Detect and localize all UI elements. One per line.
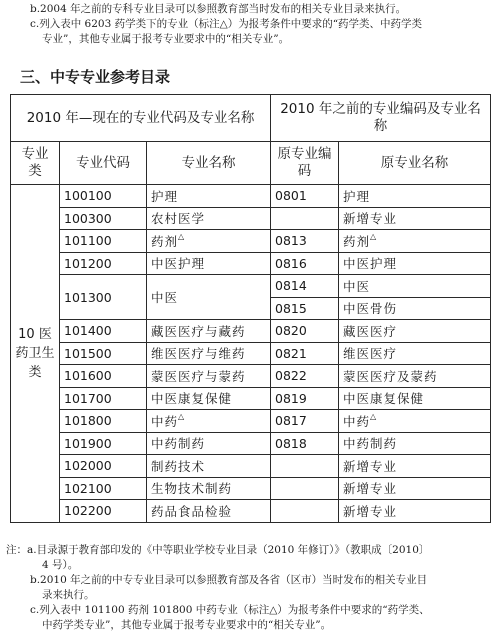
old-name-cell: 中医康复保健 bbox=[339, 387, 491, 410]
old-name-cell: 新增专业 bbox=[339, 207, 491, 230]
old-name-cell: 新增专业 bbox=[339, 477, 491, 500]
code-cell: 100300 bbox=[60, 207, 147, 230]
old-name-cell: 藏医医疗 bbox=[339, 320, 491, 343]
col-old-name: 原专业名称 bbox=[339, 142, 491, 185]
code-cell: 100100 bbox=[60, 185, 147, 208]
note-a-line1: 注：a.目录源于教育部印发的《中等职业学校专业目录（2010 年修订）》（教职成〔2010〕 bbox=[6, 544, 430, 556]
old-name-cell: 新增专业 bbox=[339, 455, 491, 478]
table-row bbox=[11, 432, 491, 455]
table-row bbox=[11, 410, 491, 433]
name-cell: 蒙医医疗与蒙药 bbox=[147, 365, 271, 388]
code-cell: 101400 bbox=[60, 320, 147, 343]
table-subheader-row bbox=[11, 142, 491, 185]
triangle-mark: △ bbox=[178, 231, 186, 241]
note-b-line2: 录来执行。 bbox=[42, 589, 95, 601]
triangle-mark: △ bbox=[178, 411, 186, 421]
major-catalog-table bbox=[10, 94, 491, 523]
old-name-cell: 中药制药 bbox=[339, 432, 491, 455]
name-cell: 中医护理 bbox=[147, 252, 271, 275]
old-code-cell: 0801 bbox=[271, 185, 339, 208]
old-code-cell bbox=[271, 500, 339, 523]
name-cell: 农村医学 bbox=[147, 207, 271, 230]
top-notes bbox=[6, 2, 494, 47]
old-code-cell bbox=[271, 455, 339, 478]
name-cell: 药剂△ bbox=[147, 230, 271, 253]
old-code-cell bbox=[271, 207, 339, 230]
old-code-cell bbox=[271, 477, 339, 500]
col-category: 专业类 bbox=[11, 142, 60, 185]
table-row bbox=[11, 365, 491, 388]
code-cell: 101200 bbox=[60, 252, 147, 275]
header-current: 2010 年—现在的专业代码及专业名称 bbox=[11, 95, 271, 142]
old-name-cell: 维医医疗 bbox=[339, 342, 491, 365]
old-code-cell: 0821 bbox=[271, 342, 339, 365]
old-code-cell: 0820 bbox=[271, 320, 339, 343]
triangle-mark: △ bbox=[370, 411, 378, 421]
col-name: 专业名称 bbox=[147, 142, 271, 185]
old-code-cell: 0817 bbox=[271, 410, 339, 433]
note-c-line2: 专业”，其他专业属于报考专业要求中的“相关专业”。 bbox=[42, 33, 290, 45]
code-cell: 102200 bbox=[60, 500, 147, 523]
table-row bbox=[11, 185, 491, 208]
code-cell: 102100 bbox=[60, 477, 147, 500]
note-c-line1: c.列入表中 6203 药学类下的专业（标注△）为报考条件中要求的“药学类、中药学类 bbox=[30, 18, 423, 30]
old-name-cell: 护理 bbox=[339, 185, 491, 208]
name-cell: 维医医疗与维药 bbox=[147, 342, 271, 365]
name-cell: 中医 bbox=[147, 275, 271, 320]
name-cell: 护理 bbox=[147, 185, 271, 208]
table-header-row bbox=[11, 95, 491, 142]
name-cell: 中药制药 bbox=[147, 432, 271, 455]
note-c-line1: c.列入表中 101100 药剂 101800 中药专业（标注△）为报考条件中要求的“药学类、 bbox=[30, 604, 430, 616]
name-cell: 生物技术制药 bbox=[147, 477, 271, 500]
bottom-notes bbox=[6, 543, 494, 633]
table-row bbox=[11, 230, 491, 253]
table-row bbox=[11, 500, 491, 523]
col-code: 专业代码 bbox=[60, 142, 147, 185]
code-cell: 101800 bbox=[60, 410, 147, 433]
old-code-cell: 0813 bbox=[271, 230, 339, 253]
name-cell: 藏医医疗与藏药 bbox=[147, 320, 271, 343]
table-row bbox=[11, 252, 491, 275]
old-name-cell: 蒙医医疗及蒙药 bbox=[339, 365, 491, 388]
old-code-cell: 0822 bbox=[271, 365, 339, 388]
code-cell: 101600 bbox=[60, 365, 147, 388]
old-code-cell: 0816 bbox=[271, 252, 339, 275]
code-cell: 102000 bbox=[60, 455, 147, 478]
col-old-code: 原专业编码 bbox=[271, 142, 339, 185]
note-c-line2: 中药学类专业”，其他专业属于报考专业要求中的“相关专业”。 bbox=[42, 619, 332, 631]
old-name-cell: 中医护理 bbox=[339, 252, 491, 275]
old-code-cell: 0815 bbox=[271, 297, 339, 320]
old-name-cell: 新增专业 bbox=[339, 500, 491, 523]
table-row bbox=[11, 477, 491, 500]
code-cell: 101500 bbox=[60, 342, 147, 365]
old-name-cell: 中医 bbox=[339, 275, 491, 298]
old-code-cell: 0818 bbox=[271, 432, 339, 455]
old-name-cell: 中药△ bbox=[339, 410, 491, 433]
table-row bbox=[11, 342, 491, 365]
table-row bbox=[11, 455, 491, 478]
old-code-cell: 0819 bbox=[271, 387, 339, 410]
section-title: 三、中专专业参考目录 bbox=[20, 68, 171, 86]
name-cell: 中医康复保健 bbox=[147, 387, 271, 410]
code-cell: 101100 bbox=[60, 230, 147, 253]
code-cell: 101900 bbox=[60, 432, 147, 455]
triangle-mark: △ bbox=[370, 231, 378, 241]
name-cell: 药品食品检验 bbox=[147, 500, 271, 523]
name-cell: 制药技术 bbox=[147, 455, 271, 478]
note-a-line2: 4 号）。 bbox=[42, 559, 79, 571]
note-b: b.2004 年之前的专科专业目录可以参照教育部当时发布的相关专业目录来执行。 bbox=[30, 3, 407, 15]
table-row bbox=[11, 320, 491, 343]
code-cell: 101700 bbox=[60, 387, 147, 410]
old-name-cell: 中医骨伤 bbox=[339, 297, 491, 320]
old-code-cell: 0814 bbox=[271, 275, 339, 298]
table-row bbox=[11, 207, 491, 230]
code-cell: 101300 bbox=[60, 275, 147, 320]
category-cell: 10 医药卫生类 bbox=[11, 185, 60, 523]
table-row bbox=[11, 275, 491, 298]
header-before: 2010 年之前的专业编码及专业名称 bbox=[271, 95, 491, 142]
table-row bbox=[11, 387, 491, 410]
old-name-cell: 药剂△ bbox=[339, 230, 491, 253]
name-cell: 中药△ bbox=[147, 410, 271, 433]
note-b-line1: b.2010 年之前的中专专业目录可以参照教育部及各省（区市）当时发布的相关专业目 bbox=[30, 574, 428, 586]
